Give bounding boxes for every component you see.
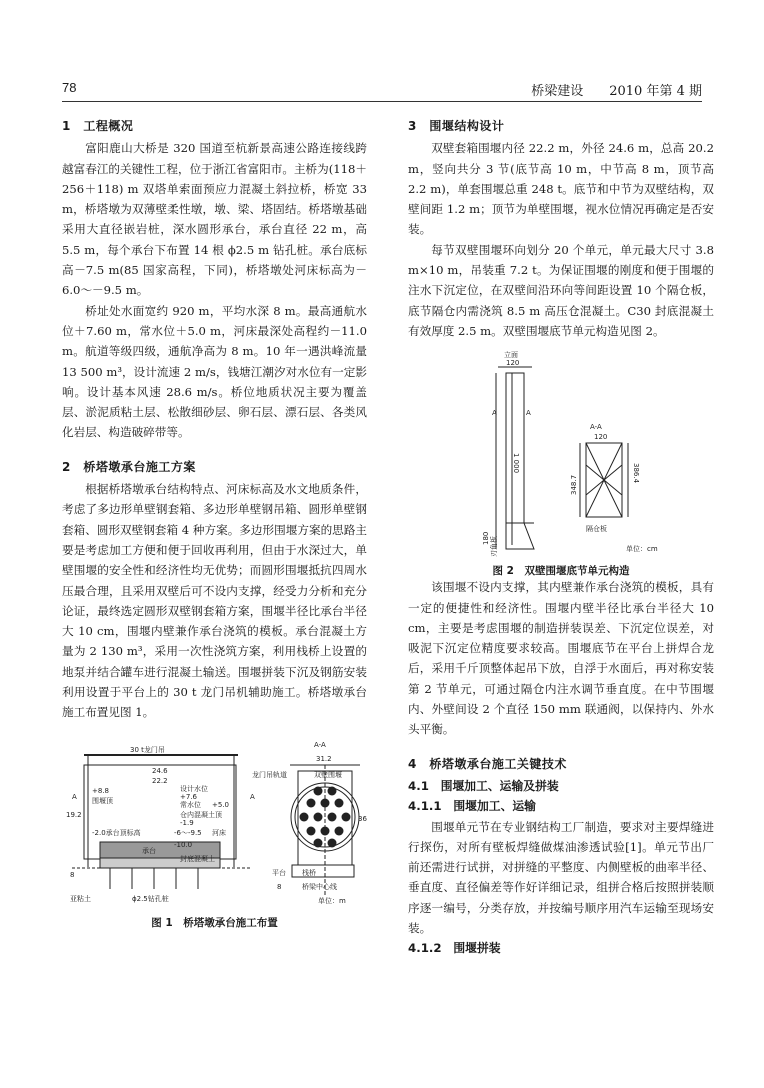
- figure-2-drawing: [408, 345, 714, 557]
- fig1-bridge-cl: 桥梁中心线: [302, 882, 337, 891]
- figure-1-caption: 图 1 桥塔墩承台施工布置: [151, 916, 278, 929]
- fig1-a1: A: [72, 792, 77, 801]
- header-rule: [62, 101, 702, 102]
- fig2-blade: 刃角板: [490, 536, 498, 558]
- fig1-cap-bottom: -2.0承台顶标高: [92, 828, 141, 837]
- fig1-crane-label: 30 t龙门吊: [130, 745, 165, 754]
- figure-1-drawing: [62, 737, 367, 907]
- figure-2-caption: 图 2 双壁围堰底节单元构造: [492, 565, 630, 578]
- fig2-w120: 120: [506, 359, 520, 368]
- fig1-d192: 19.2: [66, 810, 82, 819]
- section-4-1-2-title: 4.1.2 围堰拼装: [408, 941, 501, 956]
- fig1-pile: ϕ2.5钻孔桩: [132, 894, 169, 903]
- section-2-title: 2 桥塔墩承台施工方案: [62, 459, 196, 474]
- fig1-double-wall: 双壁围堰: [314, 770, 342, 779]
- figure-1: [62, 737, 367, 927]
- fig1-elev1: +8.8: [92, 786, 109, 795]
- fig2-h3864: 386.4: [632, 463, 640, 484]
- section-1-paragraph-1: 富阳鹿山大桥是 320 国道至杭新景高速公路连接线跨越富春江的关键性工程，位于浙江省富阳市。主桥为(118＋256＋118) m 双塔单索面预应力混凝土斜拉桥，桥宽 33 m，桥塔墩为双薄壁柔性墩，墩、梁、塔固结。桥塔墩基础采用大直径嵌岩桩，深水圆形承台，承台直径 22 m，高 5.5 m，每个承台下布置 14 根 ϕ2.5 m 钻孔桩。承台底标高－7.5 m(85 国家高程，下同)，桥塔墩处河床标高为－6.0～－9.5 m。: [62, 141, 367, 298]
- fig2-h180: 180: [482, 531, 490, 546]
- fig1-aa: A-A: [314, 740, 326, 749]
- figure-2: [408, 345, 714, 577]
- section-1-title: 1 工程概况: [62, 119, 134, 133]
- fig1-cap: 承台: [142, 846, 156, 855]
- fig1-d36: 36: [358, 814, 367, 823]
- fig1-platform: 平台: [272, 868, 286, 877]
- fig2-a1: A: [492, 409, 497, 418]
- section-1-paragraph-2: 桥址处水面宽约 920 m，平均水深 8 m。最高通航水位＋7.60 m，常水位＋5.0 m，河床最深处高程约－11.0 m。航道等级四级，通航净高为 8 m。10 年一遇洪峰流量 13 500 m³，设计流速 2 m/s，钱塘江潮汐对水位有一定影响。设计基本风速 28.6 m/s。桥位地质状况主要为覆盖层、淤泥质粘土层、松散细砂层、卵石层、漂石层、各类风化岩层、构造破碎带等。: [62, 303, 367, 440]
- section-3-paragraph-1: 双壁套箱围堰内径 22.2 m，外径 24.6 m，总高 20.2 m，竖向共分 3 节(底节高 10 m，中节高 8 m，顶节高 2.2 m)，单套围堰总重 248 t。底节和中节为双壁结构，双壁间距 1.2 m；顶节为单壁围堰，视水位情况再确定是否安装。: [408, 141, 714, 237]
- fig2-h1000: 1 000: [512, 453, 520, 474]
- fig2-elevation: 立面: [504, 351, 518, 360]
- fig1-elev2: +7.6: [180, 792, 197, 801]
- fig1-d8: 8: [70, 870, 75, 879]
- fig1-crane-track: 龙门吊轨道: [252, 770, 287, 779]
- fig1-a2: A: [250, 792, 255, 801]
- fig1-seal: 封底混凝土: [180, 854, 215, 863]
- page-number: 78: [62, 80, 77, 95]
- fig1-elev3: +5.0: [212, 800, 229, 809]
- fig2-unit: 单位：cm: [626, 545, 658, 554]
- fig1-normal-wl: 常水位: [180, 800, 201, 809]
- fig2-partition: 隔仓板: [586, 525, 607, 534]
- left-column: [62, 116, 367, 927]
- fig1-elev4: -1.9: [180, 818, 194, 827]
- fig1-cofferdam-top: 围堰顶: [92, 796, 113, 805]
- fig1-dim-b: 22.2: [152, 776, 168, 785]
- fig1-elev-range: -6～-9.5: [174, 828, 202, 837]
- fig1-unit: 单位：m: [318, 896, 346, 905]
- section-3-title: 3 围堰结构设计: [408, 119, 505, 133]
- section-4-1-1-title: 4.1.1 围堰加工、运输: [408, 799, 536, 814]
- section-4-title: 4 桥塔墩承台施工关键技术: [408, 756, 567, 771]
- fig2-w120b: 120: [594, 433, 608, 442]
- fig2-aa: A-A: [590, 423, 602, 432]
- section-3-paragraph-3: 该围堰不设内支撑，其内壁兼作承台浇筑的模板，具有一定的便捷性和经济性。围堰内壁半径比承台半径大 10 cm，主要是考虑围堰的制造拼装误差、下沉定位误差，对吸泥下沉定位精度要求较高。围堰底节在平台上拼焊合龙后，采用千斤顶整体起吊下放，自浮于水面后，再对称安装第 2 节单元，可通过隔仓内注水调节垂直度。在中节围堰内、外壁间设 2 个直径 150 mm 联通阀，以保持内、外水头平衡。: [408, 580, 714, 737]
- fig1-clay: 亚粘土: [70, 894, 91, 903]
- fig1-elev5: -10.0: [174, 840, 193, 849]
- fig1-riverbed: 河床: [212, 828, 226, 837]
- right-column: [408, 116, 714, 959]
- fig1-trestle: 栈桥: [302, 868, 316, 877]
- fig1-dim-a: 24.6: [152, 766, 168, 775]
- section-2-paragraph-1: 根据桥塔墩承台结构特点、河床标高及水文地质条件，考虑了多边形单壁钢套箱、多边形单壁钢吊箱、圆形单壁钢套箱、圆形双壁钢套箱 4 种方案。多边形围堰方案的思路主要是考虑加工方便和便于回收再利用，但由于水深过大，单壁围堰的安全性和经济性均无优势；而圆形围堰抵抗四周水压最合理，且采用双壁后可不设内支撑，经受力分析和充分论证，最终选定圆形双壁钢套箱方案，围堰半径比承台半径大 10 cm，围堰内壁兼作承台浇筑的模板。承台混凝土方量为 2 130 m³，采用一次性浇筑方案，利用栈桥上设置的地泵并结合罐车进行混凝土输送。围堰拼装下沉及钢筋安装利用设置于平台上的 30 t 龙门吊机辅助施工。桥塔墩承台施工布置见图 1。: [62, 482, 367, 720]
- journal-title: 桥梁建设 2010 年第 4 期: [531, 84, 702, 99]
- fig2-h3487: 348.7: [570, 475, 578, 496]
- fig1-inner-conc: 仓内混凝土顶: [180, 810, 222, 819]
- section-3-paragraph-2: 每节双壁围堰环向划分 20 个单元，单元最大尺寸 3.8 m×10 m，吊装重 7.2 t。为保证围堰的刚度和便于围堰的注水下沉定位，在双壁间沿环向等间距设置 10 个隔仓板，底节隔仓内需浇筑 8.5 m 高压仓混凝土。C30 封底混凝土有效厚度 2.5 m。双壁围堰底节单元构造见图 2。: [408, 242, 714, 338]
- fig2-a2: A: [526, 409, 531, 418]
- fig1-design-wl: 设计水位: [180, 784, 208, 793]
- page-header: [62, 80, 702, 100]
- section-4-1-1-paragraph: 围堰单元节在专业钢结构工厂制造，要求对主要焊缝进行探伤，对所有壁板焊缝做煤油渗透试验[1]。单元节出厂前还需进行试拼，对拼缝的平整度、内侧壁板的曲率半径、垂直度、直径偏差等作好详细记录，组拼合格后按照拼装顺序逐一编号，分类存放，并按编号顺序用汽车运输至现场安装。: [408, 819, 714, 936]
- section-4-1-title: 4.1 围堰加工、运输及拼装: [408, 778, 559, 793]
- fig1-d8b: 8: [277, 882, 282, 891]
- fig1-d312: 31.2: [316, 754, 332, 763]
